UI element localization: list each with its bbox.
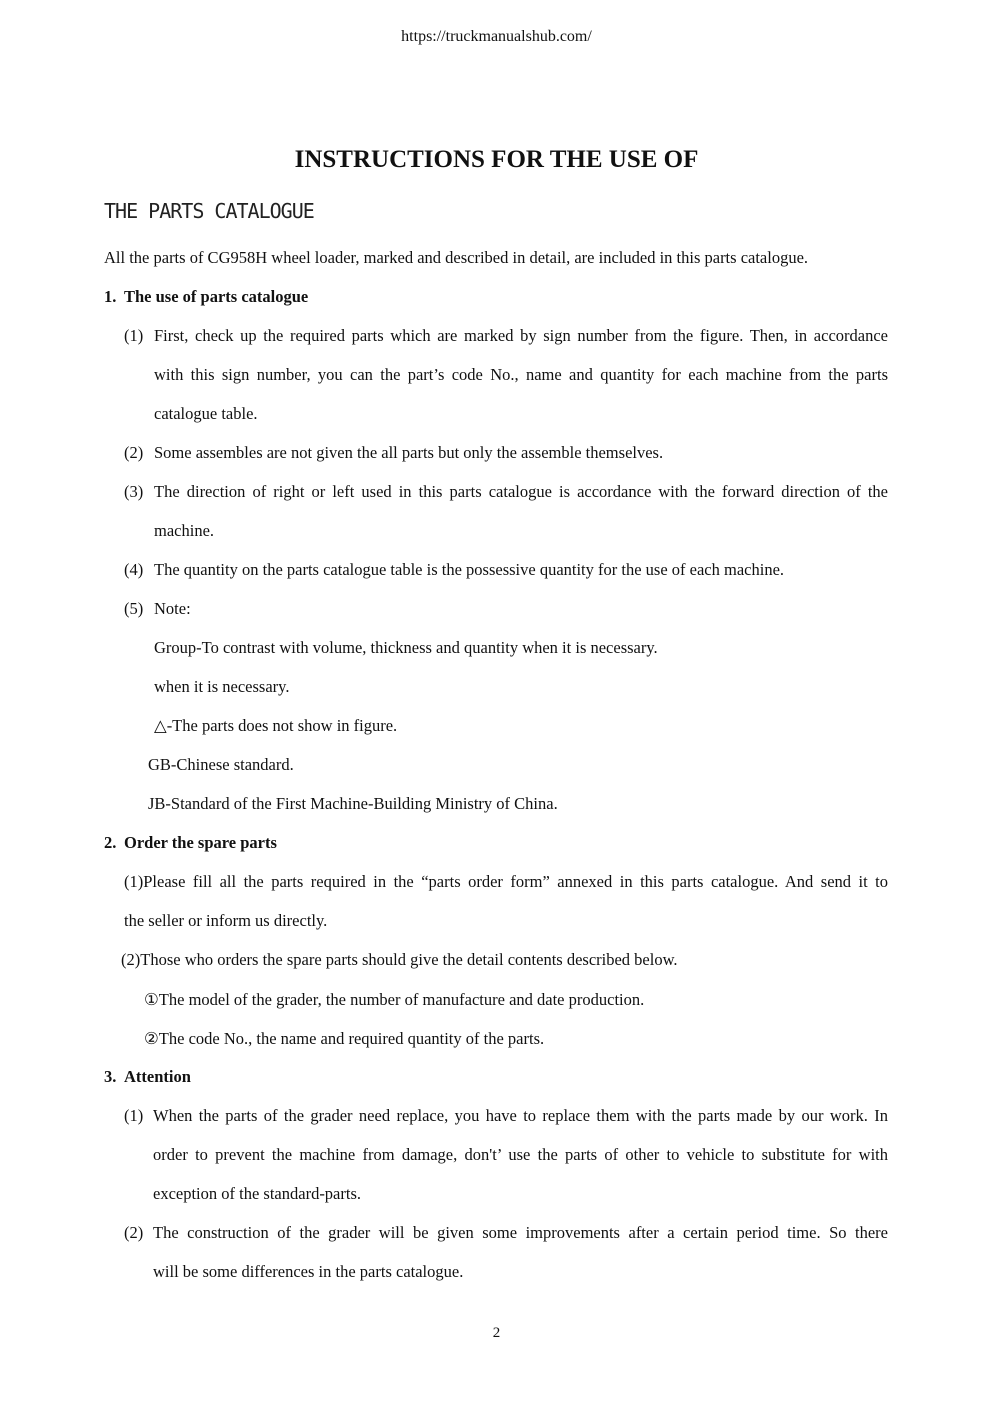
page-subtitle: THE PARTS CATALOGUE xyxy=(104,199,314,223)
list-item-text: catalogue table. xyxy=(154,404,258,423)
note-line: GB-Chinese standard. xyxy=(148,755,294,774)
intro-paragraph: All the parts of CG958H wheel loader, marked and described in detail, are included in this parts catalogue. xyxy=(104,248,809,267)
note-line: △-The parts does not show in figure. xyxy=(154,716,398,735)
list-item-text: with this sign number, you can the part’s code No., name and quantity for each machine from the parts xyxy=(154,365,888,384)
list-item-text: will be some differences in the parts catalogue. xyxy=(153,1262,464,1281)
list-item-number: (2) xyxy=(124,1223,144,1242)
page-title: INSTRUCTIONS FOR THE USE OF xyxy=(294,146,699,173)
paragraph-line: (1)Please fill all the parts required in the “parts order form” annexed in this parts catalogue. And send it to xyxy=(124,872,888,891)
list-item-text: The direction of right or left used in this parts catalogue is accordance with the forward direction of the xyxy=(154,482,888,501)
list-item-number: (5) xyxy=(124,599,144,618)
note-line: when it is necessary. xyxy=(154,677,290,696)
list-item-text: order to prevent the machine from damage, don't’ use the parts of other to vehicle to substitute for with xyxy=(153,1145,888,1164)
sub-item: ①The model of the grader, the number of manufacture and date production. xyxy=(144,990,645,1009)
list-item-number: (1) xyxy=(124,326,144,345)
page-number: 2 xyxy=(492,1325,501,1341)
paragraph-line: the seller or inform us directly. xyxy=(124,911,328,930)
list-item-number: (4) xyxy=(124,560,144,579)
list-item-text: machine. xyxy=(154,521,215,540)
header-url: https://truckmanualshub.com/ xyxy=(401,28,592,45)
list-item-number: (2) xyxy=(124,443,144,462)
list-item-text: exception of the standard-parts. xyxy=(153,1184,362,1203)
list-item-number: (3) xyxy=(124,482,144,501)
list-item-text: Note: xyxy=(154,599,191,618)
note-line: Group-To contrast with volume, thickness and quantity when it is necessary. xyxy=(154,638,658,657)
section-heading: The use of parts catalogue xyxy=(124,287,309,306)
note-line: JB-Standard of the First Machine-Building Ministry of China. xyxy=(148,794,558,813)
list-item-text: When the parts of the grader need replace, you have to replace them with the parts made by our work. In xyxy=(153,1106,888,1125)
list-item-text: Some assembles are not given the all parts but only the assemble themselves. xyxy=(154,443,664,462)
list-item-number: (1) xyxy=(124,1106,144,1125)
section-heading: Order the spare parts xyxy=(124,833,277,852)
section-number: 3. xyxy=(104,1067,117,1086)
list-item-text: First, check up the required parts which are marked by sign number from the figure. Then, in accordance xyxy=(154,326,888,345)
sub-item: ②The code No., the name and required quantity of the parts. xyxy=(144,1029,545,1048)
list-item-text: The construction of the grader will be given some improvements after a certain period time. So there xyxy=(153,1223,888,1242)
section-number: 2. xyxy=(104,833,117,852)
paragraph-line: (2)Those who orders the spare parts should give the detail contents described below. xyxy=(121,950,678,969)
section-heading: Attention xyxy=(124,1067,191,1086)
list-item-text: The quantity on the parts catalogue table is the possessive quantity for the use of each machine. xyxy=(154,560,785,579)
section-number: 1. xyxy=(104,287,117,306)
